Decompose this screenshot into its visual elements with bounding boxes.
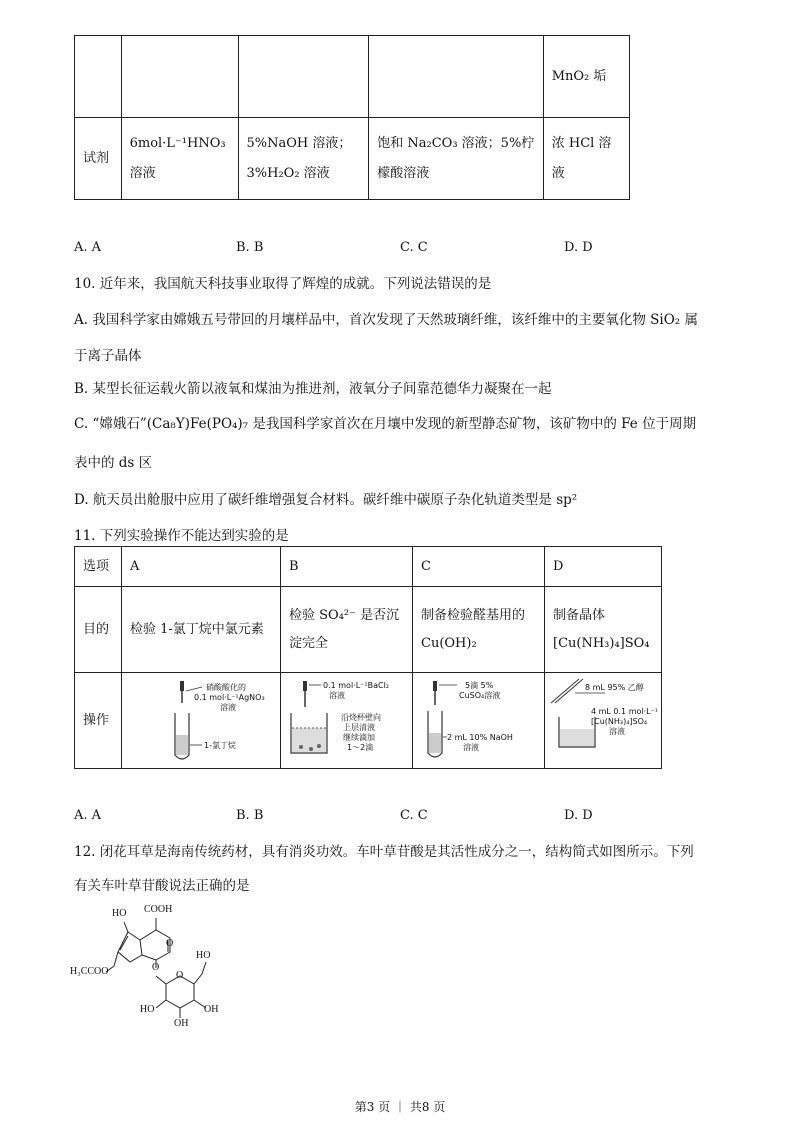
op-c-label-4: 溶液 xyxy=(463,743,479,752)
header-c: C xyxy=(413,547,545,587)
purpose-a: 检验 1-氯丁烷中氯元素 xyxy=(122,587,281,673)
header-a: A xyxy=(122,547,281,587)
label-ho-left: HO xyxy=(140,1004,155,1015)
option-b[interactable]: B. B xyxy=(236,240,264,255)
option-a[interactable]: A. A xyxy=(74,808,102,823)
op-c-label-3: 2 mL 10% NaOH xyxy=(447,733,513,742)
operation-c xyxy=(413,673,545,769)
op-a-label-4: 1-氯丁烷 xyxy=(204,741,236,750)
option-a[interactable]: A. A xyxy=(74,240,102,255)
label-cooh: COOH xyxy=(144,904,173,915)
purpose-c: 制备检验醛基用的 Cu(OH)₂ xyxy=(413,587,545,673)
page-footer: 第3 页 ｜ 共8 页 xyxy=(354,1100,446,1114)
op-a-label-3: 溶液 xyxy=(220,703,236,712)
op-c-label-1: 5滴 5% xyxy=(465,681,494,690)
option-d[interactable]: D. D xyxy=(564,808,593,823)
label-o-sugar: O xyxy=(176,970,184,981)
q10-option-a-line1: A. 我国科学家由嫦娥五号带回的月壤样品中，首次发现了天然玻璃纤维，该纤维中的主要氧化物 SiO₂ 属 xyxy=(74,312,698,328)
op-a-label-2: 0.1 mol·L⁻¹AgNO₃ xyxy=(194,693,265,702)
op-b-label-1: 0.1 mol·L⁻¹BaCl₂ xyxy=(323,681,390,690)
experiment-table xyxy=(74,546,662,769)
purpose-label: 目的 xyxy=(75,587,122,673)
q10-option-b: B. 某型长征运载火箭以液氧和煤油为推进剂，液氧分子间靠范德华力凝聚在一起 xyxy=(74,381,552,397)
label-o-pyran: O xyxy=(166,938,174,949)
option-c[interactable]: C. C xyxy=(400,808,428,823)
op-c-label-2: CuSO₄溶液 xyxy=(459,691,501,700)
table1-cell-b: 5%NaOH 溶液；3%H₂O₂ 溶液 xyxy=(238,118,369,200)
option-d[interactable]: D. D xyxy=(564,240,593,255)
operation-d xyxy=(545,673,662,769)
operation-label: 操作 xyxy=(75,673,122,769)
option-c[interactable]: C. C xyxy=(400,240,428,255)
apparatus-a-icon xyxy=(122,673,272,767)
q12-stem-line2: 有关车叶草苷酸说法正确的是 xyxy=(74,878,250,894)
header-b: B xyxy=(281,547,413,587)
table1-cell-d: 浓 HCl 溶液 xyxy=(543,118,629,200)
op-b-label-4: 上层清液 xyxy=(343,723,375,732)
operation-b xyxy=(281,673,413,769)
op-b-label-5: 继续滴加 xyxy=(343,733,375,742)
label-ho-ch2: HO xyxy=(196,950,211,961)
op-d-label-4: 溶液 xyxy=(609,727,625,736)
label-acetate: H₃CCOO xyxy=(70,966,109,977)
table1-cell-c: 饱和 Na₂CO₃ 溶液；5%柠檬酸溶液 xyxy=(369,118,543,200)
op-a-label-1: 硝酸酸化的 xyxy=(206,683,246,692)
purpose-b: 检验 SO₄²⁻ 是否沉淀完全 xyxy=(281,587,413,673)
label-oh-bottom: OH xyxy=(174,1018,189,1029)
op-b-label-3: 沿烧杯壁向 xyxy=(341,713,381,722)
reagent-table xyxy=(74,35,630,200)
purpose-d: 制备晶体 [Cu(NH₃)₄]SO₄ xyxy=(545,587,662,673)
op-b-label-6: 1～2滴 xyxy=(347,743,374,752)
structural-formula xyxy=(70,900,250,1040)
op-b-label-2: 溶液 xyxy=(329,691,345,700)
q12-stem-line1: 12. 闭花耳草是海南传统药材，具有消炎功效。车叶草苷酸是其活性成分之一，结构简式如图所示。下列 xyxy=(74,844,694,860)
label-oh-right: OH xyxy=(204,1004,219,1015)
label-o-glycoside: O xyxy=(152,962,160,973)
answer-options-q9 xyxy=(74,240,634,255)
label-ho-top: HO xyxy=(112,908,127,919)
op-d-label-2: 4 mL 0.1 mol·L⁻¹ xyxy=(591,707,659,716)
table1-cell-mno2: MnO₂ 垢 xyxy=(543,36,629,118)
q10-stem: 10. 近年来，我国航天科技事业取得了辉煌的成就。下列说法错误的是 xyxy=(74,276,492,292)
option-b[interactable]: B. B xyxy=(236,808,264,823)
header-option: 选项 xyxy=(75,547,122,587)
q10-option-c-line1: C. “嫦娥石”(Ca₈Y)Fe(PO₄)₇ 是我国科学家首次在月壤中发现的新型静态矿物，该矿物中的 Fe 位于周期 xyxy=(74,416,697,432)
op-d-label-3: [Cu(NH₃)₄]SO₄ xyxy=(591,717,648,726)
q11-stem: 11. 下列实验操作不能达到实验的是 xyxy=(74,528,289,544)
q10-option-d: D. 航天员出舱服中应用了碳纤维增强复合材料。碳纤维中碳原子杂化轨道类型是 sp² xyxy=(74,492,578,508)
header-d: D xyxy=(545,547,662,587)
q10-option-c-line2: 表中的 ds 区 xyxy=(74,455,153,471)
operation-a xyxy=(122,673,281,769)
answer-options-q11 xyxy=(74,808,634,823)
table1-row-label: 试剂 xyxy=(75,118,122,200)
op-d-label-1: 8 mL 95% 乙醇 xyxy=(585,683,644,692)
table1-cell-a: 6mol·L⁻¹HNO₃ 溶液 xyxy=(121,118,238,200)
q10-option-a-line2: 于离子晶体 xyxy=(74,348,142,364)
